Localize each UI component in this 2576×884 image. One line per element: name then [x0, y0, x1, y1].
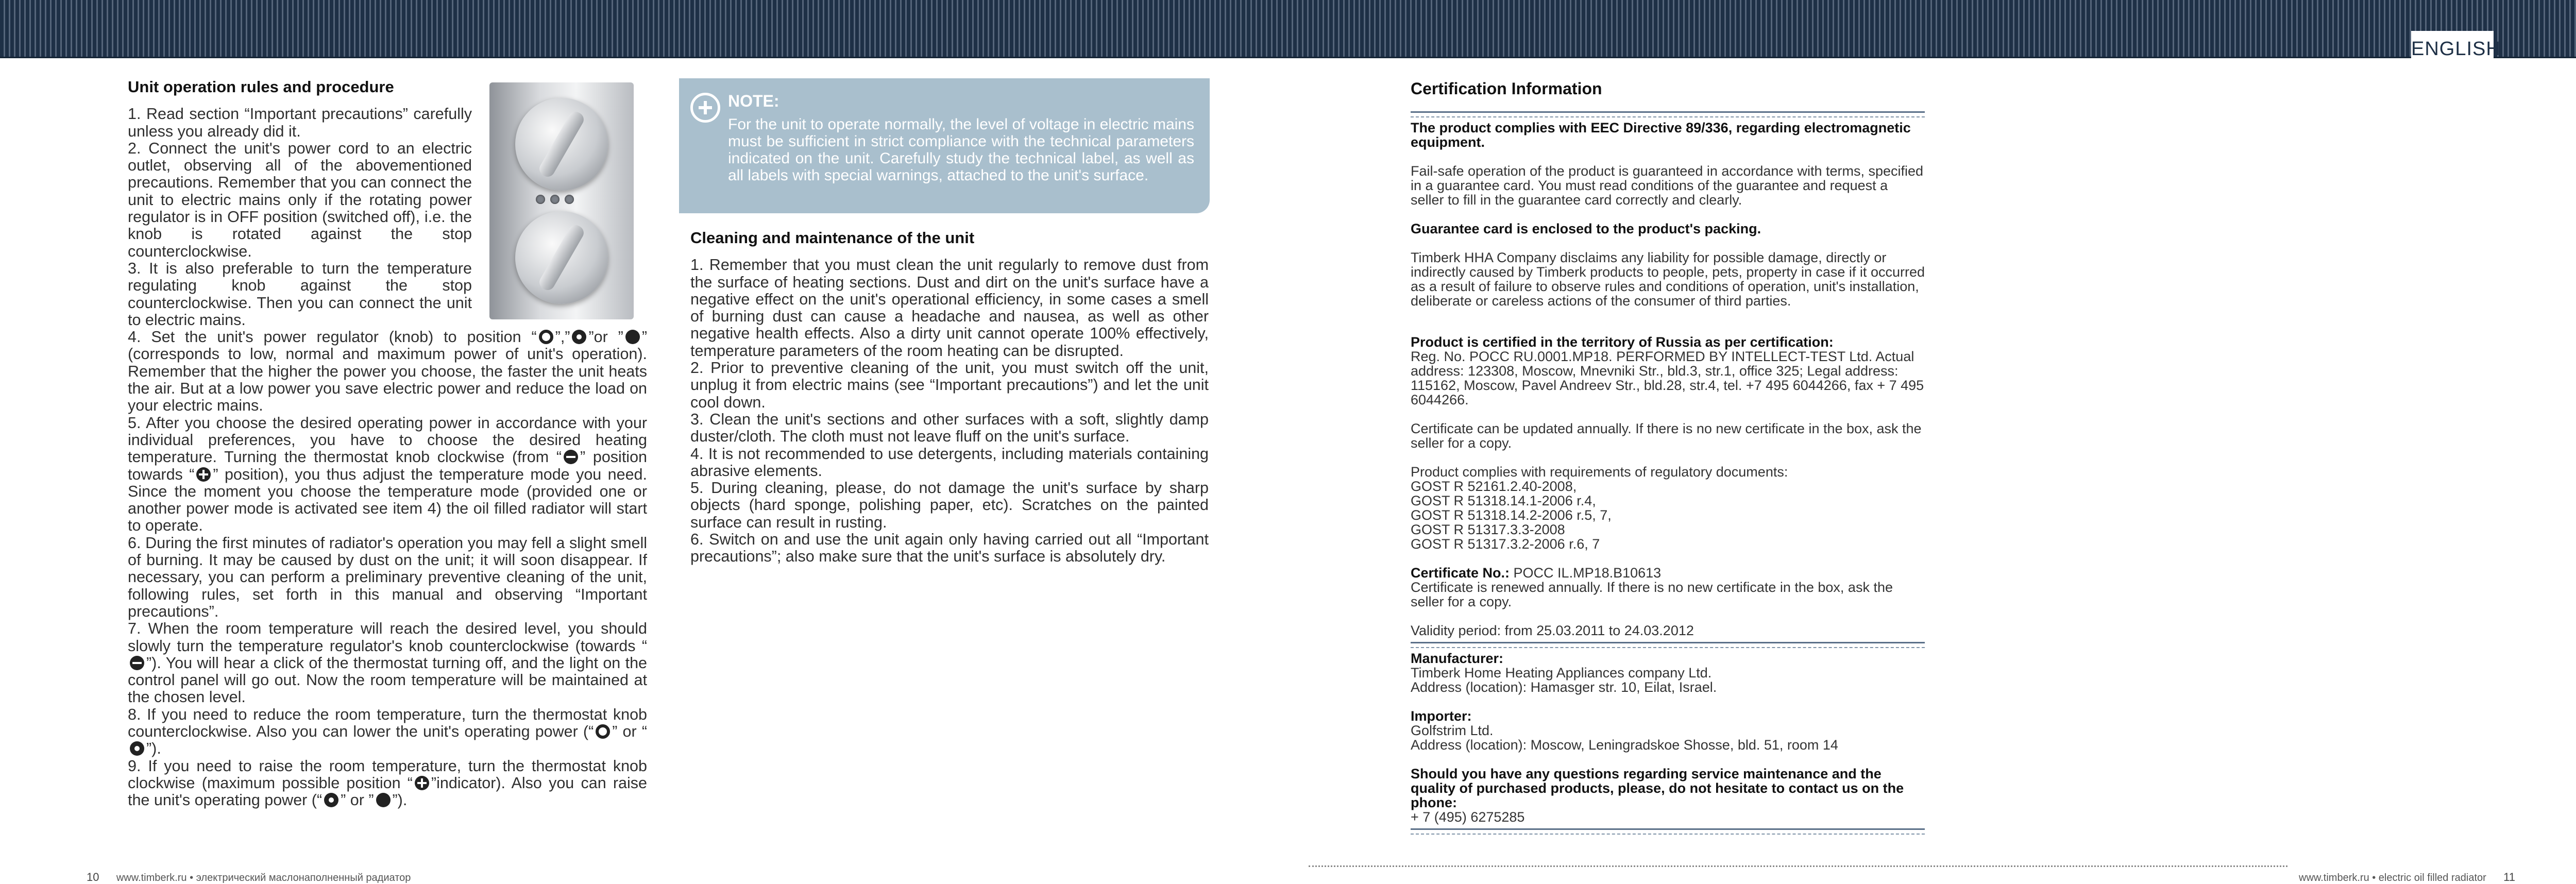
page-number: 10 — [87, 871, 99, 883]
rule-paragraph: 6. During the first minutes of radiator's operation you may fell a slight smell of burning. It may be caused by dust on the unit; it will soon disappear. If necessary, you can perform a preliminary preventive cleaning of the unit, following rules, set forth in this manual and observing “Important precautions”. — [128, 534, 647, 620]
rule-text: 8. If you need to reduce the room temperature, turn the thermostat knob counterclockwise. Also you can lower the unit's operating power (“ — [128, 705, 647, 740]
low-power-icon — [539, 330, 553, 344]
rule-text: 9. If you need to raise the room temperature, turn the thermostat knob clockwise (maximum possible position “ — [128, 757, 647, 792]
note-text: For the unit to operate normally, the level of voltage in electric mains must be sufficient in strict compliance with the technical parameters indicated on the unit. Carefully study the technical label, as well as all labels with special warnings, attached to the unit's surface. — [728, 116, 1194, 184]
thermostat-knob — [515, 211, 608, 304]
max-power-icon — [625, 330, 640, 344]
rule-text: ” position), you thus adjust the temperature mode you need. Since the moment you choose the temperature mode (provided one or another power mode is activated see item 4) the oil filled radiator will start to operate. — [128, 465, 647, 535]
operation-rules-body — [128, 329, 647, 809]
max-power-icon — [376, 793, 391, 807]
footer-text: www.timberk.ru • электрический маслонаполненный радиатор — [116, 872, 411, 883]
plus-icon — [196, 467, 211, 482]
cleaning-paragraph: 6. Switch on and use the unit again only having carried out all “Important precautions”; also make sure that the unit's surface is absolutely dry. — [690, 531, 1209, 566]
rule-paragraph: 2. Connect the unit's power cord to an electric outlet, observing all of the abovementioned precautions. Remember that you can connect the unit to electric mains only if the rotating power regulator is in OFF position (switched off), i.e. the knob is rotated against the stop counterclockwise. — [128, 139, 472, 260]
note-box — [679, 78, 1210, 213]
cleaning-paragraph: 2. Prior to preventive cleaning of the unit, you must switch off the unit, unplug it from electric mains (see “Important precautions”) and let the unit cool down. — [690, 359, 1209, 411]
right-footer — [2299, 871, 2515, 884]
rule-text: ”). You will hear a click of the thermostat turning off, and the light on the control panel will go out. Now the room temperature will be maintained at the chosen level. — [128, 654, 647, 706]
rule-text: ”indicator). Also you can raise the unit's operating power (“ — [128, 774, 647, 809]
operation-rules-heading: Unit operation rules and procedure — [128, 78, 394, 96]
update-text: Certificate can be updated annually. If there is no new certificate in the box, ask the seller for a copy. — [1411, 421, 1922, 451]
manufacturer-name: Timberk Home Heating Appliances company Ltd. — [1411, 665, 1712, 681]
manufacturer-address: Address (location): Hamasger str. 10, Eilat, Israel. — [1411, 679, 1717, 695]
russia-cert-text: Reg. No. POCC RU.0001.MP18. PERFORMED BY INTELLECT-TEST Ltd. Actual address: 123308, Moscow, Mnevniki Str., bld.3, str.1, office 325; Legal address: 115162, Moscow, Pavel Andreev Str., bld.28, str.4, tel. +7 495 6044266, fax + 7 495 6044266. — [1411, 349, 1924, 407]
importer-address: Address (location): Moscow, Leningradskoe Shosse, bld. 51, room 14 — [1411, 737, 1838, 753]
rule-text: ” (corresponds to low, normal and maximum power of unit's operation). Remember that the higher the power you choose, the faster the unit heats the air. But at a low power you save electric power and reduce the load on your electric mains. — [128, 328, 647, 415]
rule-text: ”). — [392, 791, 408, 809]
low-power-icon — [596, 724, 610, 739]
cleaning-paragraph: 5. During cleaning, please, do not damage the unit's surface by sharp objects (hard sponge, polishing paper, etc). Scratches on the painted surface can result in rusting. — [690, 479, 1209, 531]
certificate-number — [1411, 566, 1925, 580]
rule-paragraph — [128, 706, 647, 758]
disclaimer-text: Timberk HHA Company disclaims any liability for possible damage, directly or indirectly caused by Timberk products to people, pets, property in case if it occurred as a result of failure to observe rules and conditions of operation, unit's installation, deliberate or careless actions of the consumer of third parties. — [1411, 250, 1925, 309]
rule-paragraph — [128, 329, 647, 414]
rule-paragraph: 3. It is also preferable to turn the temperature regulating knob against the stop counterclockwise. Then you can connect the unit to electric mains. — [128, 259, 472, 329]
normal-power-icon — [130, 741, 144, 756]
phone-number: + 7 (495) 6275285 — [1411, 809, 1525, 825]
control-panel-photo — [489, 82, 634, 319]
requirement-item: GOST R 52161.2.40-2008, — [1411, 479, 1577, 494]
russia-cert-title: Product is certified in the territory of Russia as per certification: — [1411, 334, 1834, 350]
rule-paragraph: 1. Read section “Important precautions” carefully unless you already did it. — [128, 105, 472, 140]
importer-name: Golfstrim Ltd. — [1411, 723, 1494, 738]
language-tab: ENGLISH — [2411, 31, 2494, 65]
page-number: 11 — [2503, 871, 2515, 883]
rule-text: ” position towards “ — [128, 448, 648, 483]
rule-text: ”,” — [555, 328, 570, 346]
rule-text: 5. After you choose the desired operating power in accordance with your individual preferences, you have to choose the desired heating temperature. Turning the thermostat knob clockwise (from “ — [128, 414, 647, 466]
cleaning-paragraph: 1. Remember that you must clean the unit regularly to remove dust from the surface of heating sections. Dust and dirt on the unit's surface have a negative effect on the unit's operational efficiency, in some cases a smell of burning dust can cause a headache and nausea, as well as other negative health effects. Also a dirty unit cannot operate 100% effectively, temperature parameters of the room heating can be disrupted. — [690, 256, 1209, 360]
footer-text: www.timberk.ru • electric oil filled radiator — [2299, 872, 2486, 883]
indicator-lights — [536, 195, 587, 205]
certification-heading: Certification Information — [1411, 79, 1602, 98]
cleaning-paragraph: 3. Clean the unit's sections and other surfaces with a soft, slightly damp duster/cloth. The cloth must not leave fluff on the unit's surface. — [690, 410, 1209, 446]
normal-power-icon — [572, 330, 586, 344]
minus-icon — [130, 656, 144, 670]
rule-text: 7. When the room temperature will reach the desired level, you should slowly turn the temperature regulator's knob counterclockwise (towards “ — [128, 620, 647, 655]
requirement-item: GOST R 51318.14.2-2006 r.5, 7, — [1411, 507, 1612, 523]
power-knob — [515, 98, 608, 191]
requirements-intro: Product complies with requirements of regulatory documents: — [1411, 464, 1788, 480]
divider — [1411, 111, 1925, 117]
questions-text: Should you have any questions regarding service maintenance and the quality of purchased products, please, do not hesitate to contact us on the phone: — [1411, 766, 1904, 810]
certificate-number-value: POCC IL.MP18.B10613 — [1510, 565, 1662, 581]
left-footer — [87, 871, 411, 884]
cleaning-heading: Cleaning and maintenance of the unit — [690, 229, 975, 247]
minus-icon — [564, 450, 578, 464]
plus-circle-icon — [690, 93, 720, 123]
rule-paragraph — [128, 415, 647, 535]
renewal-text: Certificate is renewed annually. If there is no new certificate in the box, ask the seller for a copy. — [1411, 580, 1893, 609]
plus-icon — [415, 776, 429, 790]
note-title: NOTE: — [728, 92, 779, 110]
rule-paragraph — [128, 758, 647, 809]
importer-label: Importer: — [1411, 708, 1472, 724]
failsafe-text: Fail-safe operation of the product is guaranteed in accordance with terms, specified in a guarantee card. You must read conditions of the guarantee and request a seller to fill in the guarantee card correctly and clearly. — [1411, 163, 1924, 208]
cleaning-section — [690, 229, 1209, 566]
normal-power-icon — [324, 793, 338, 807]
requirement-item: GOST R 51318.14.1-2006 r.4, — [1411, 493, 1596, 508]
requirement-item: GOST R 51317.3.3-2008 — [1411, 522, 1565, 537]
divider — [1411, 642, 1925, 648]
directive-text: The product complies with EEC Directive 89/336, regarding electromagnetic equipment. — [1411, 120, 1911, 150]
header-stripe-bar — [0, 0, 2576, 58]
certificate-number-label: Certificate No.: — [1411, 565, 1510, 581]
validity-text: Validity period: from 25.03.2011 to 24.03.2012 — [1411, 623, 1694, 638]
requirement-item: GOST R 51317.3.2-2006 r.6, 7 — [1411, 536, 1600, 552]
operation-rules-intro — [128, 106, 472, 329]
guarantee-card-text: Guarantee card is enclosed to the product's packing. — [1411, 221, 1761, 236]
footer-dotted-line — [1309, 865, 2287, 867]
certification-section — [1411, 81, 1925, 838]
rule-paragraph — [128, 620, 647, 706]
divider — [1411, 828, 1925, 835]
rule-text: ” or “ — [612, 722, 647, 740]
rule-text: ” or ” — [341, 791, 374, 809]
rule-text: ”or ” — [588, 328, 623, 346]
rule-text: 4. Set the unit's power regulator (knob) to position “ — [128, 328, 537, 346]
cleaning-paragraph: 4. It is not recommended to use detergents, including materials containing abrasive elements. — [690, 445, 1209, 480]
rule-text: ”). — [146, 740, 161, 758]
manufacturer-label: Manufacturer: — [1411, 651, 1504, 666]
